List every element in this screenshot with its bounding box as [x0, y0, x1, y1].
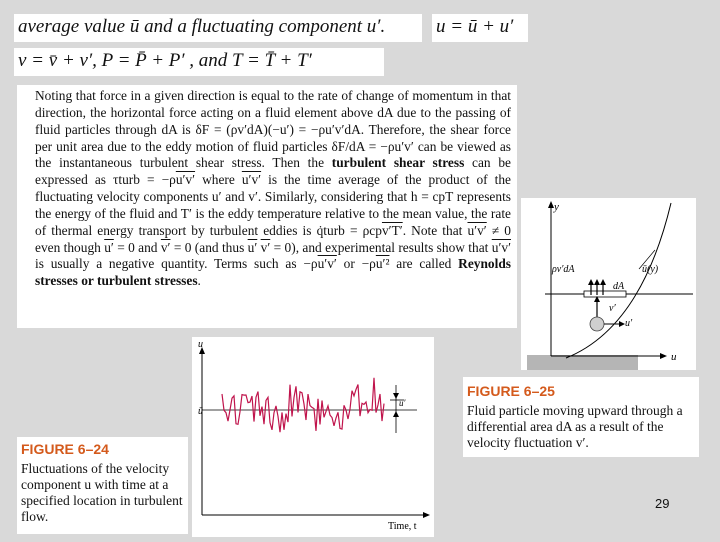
u-prime-arrow-icon — [393, 411, 399, 417]
term-turbulent-shear-stress: turbulent shear stress — [331, 155, 465, 171]
flux-arrow-icon — [588, 279, 594, 285]
equation-average-fluctuating: average value ū and a fluctuating component u′. — [14, 14, 422, 42]
overlined-term: u′v′ — [241, 172, 262, 188]
figure-caption: Fluid particle moving upward through a differential area dA as a result of the velocity fluctuation v′. — [467, 403, 683, 450]
flux-label: ρv′dA — [552, 264, 575, 275]
overlined-term: v′ — [160, 239, 171, 255]
mean-label: ū — [198, 406, 203, 417]
time-axis-arrow-icon — [423, 512, 430, 518]
velocity-fluctuation-plot — [192, 337, 434, 537]
flux-arrow-icon — [600, 279, 606, 285]
page-number: 29 — [655, 496, 670, 511]
gray-strip — [527, 355, 638, 370]
v-prime-label: v′ — [609, 303, 616, 314]
figure-title: FIGURE 6–25 — [467, 383, 555, 399]
profile-label: ū(y) — [642, 264, 659, 275]
para-text: where — [195, 172, 242, 188]
figure-6-24-caption-box — [17, 437, 188, 534]
u-prime-label: u′ — [399, 398, 406, 408]
overlined-term: u′v′ — [317, 256, 337, 272]
overlined-term: u′ — [247, 239, 258, 255]
u-axis-label: u — [198, 339, 203, 350]
figure-6-24-illustration — [192, 337, 434, 537]
time-axis-label: Time, t — [388, 521, 417, 532]
para-text: = 0 and — [113, 239, 161, 255]
fluid-particle-diagram — [521, 198, 696, 370]
para-text: is usually a negative quantity. Terms such as −ρ — [35, 256, 318, 272]
figure-caption: Fluctuations of the velocity component u with time at a specified location in turbulent flow. — [21, 461, 183, 524]
para-text: = 0), and experimental results show that — [270, 239, 492, 255]
overlined-term: u′² — [375, 256, 390, 272]
overlined-term: u′v′ — [175, 172, 196, 188]
figure-6-25-caption-box — [463, 377, 699, 457]
para-text: = 0 (and thus — [170, 239, 248, 255]
para-text: are called — [389, 256, 459, 272]
overlined-term: u′v′ — [467, 222, 487, 238]
flux-arrow-icon — [594, 279, 600, 285]
fluid-particle — [590, 317, 604, 331]
area-label: dA — [613, 281, 625, 292]
overlined-term: v′T′ — [381, 222, 403, 238]
figure-6-25-illustration — [521, 198, 696, 370]
text-paragraph-turbulent-stress — [17, 85, 517, 328]
overlined-term: u′ — [104, 239, 114, 255]
x-axis-arrow-icon — [660, 353, 667, 359]
term-reynolds-stresses: Reynolds stresses or turbulent stresses — [35, 256, 512, 289]
x-axis-label: u — [671, 351, 677, 363]
u-prime-label: u′ — [625, 318, 633, 329]
figure-title: FIGURE 6–24 — [21, 441, 109, 457]
para-text: is the time average of the product of the fluctuating velocity components u′ and v′. Similarly, considering that h = cpT represents the energy of the fluid and T′ is the eddy temperature relative to the mean value, the rate of thermal energy transport by turbulent eddies is q̇turb = ρcp — [35, 172, 511, 238]
overlined-term: v′ — [260, 239, 271, 255]
para-text: Noting that force in a given direction is equal to the rate of change of momentum in that direction, the horizontal force acting on a fluid element above dA due to the passing of fluid particles through dA is δF = (ρv′dA)(−u′) = −ρu′v′dA. Therefore, the shear force per unit area due to the eddy motion of fluid particles δF/dA = −ρu′v′ can be viewed as the instantaneous turbulent shear stress. Then the — [35, 88, 511, 171]
u-signal-line — [222, 378, 384, 432]
y-axis-label: y — [554, 201, 559, 213]
equation-v-p-t-decomposition: v = v̄ + v′, P = P̄ + P′ , and T = T̄ + T′ — [14, 48, 384, 76]
para-text: or −ρ — [336, 256, 376, 272]
para-text: can be expressed as τturb = −ρ — [35, 155, 511, 188]
equation-u-decomposition: u = ū + u′ — [432, 14, 528, 42]
para-text: . — [197, 273, 201, 289]
para-text: . Note that — [402, 222, 468, 238]
para-text: ≠ 0 even though — [35, 222, 511, 255]
overlined-term: u′v′ — [491, 239, 511, 255]
